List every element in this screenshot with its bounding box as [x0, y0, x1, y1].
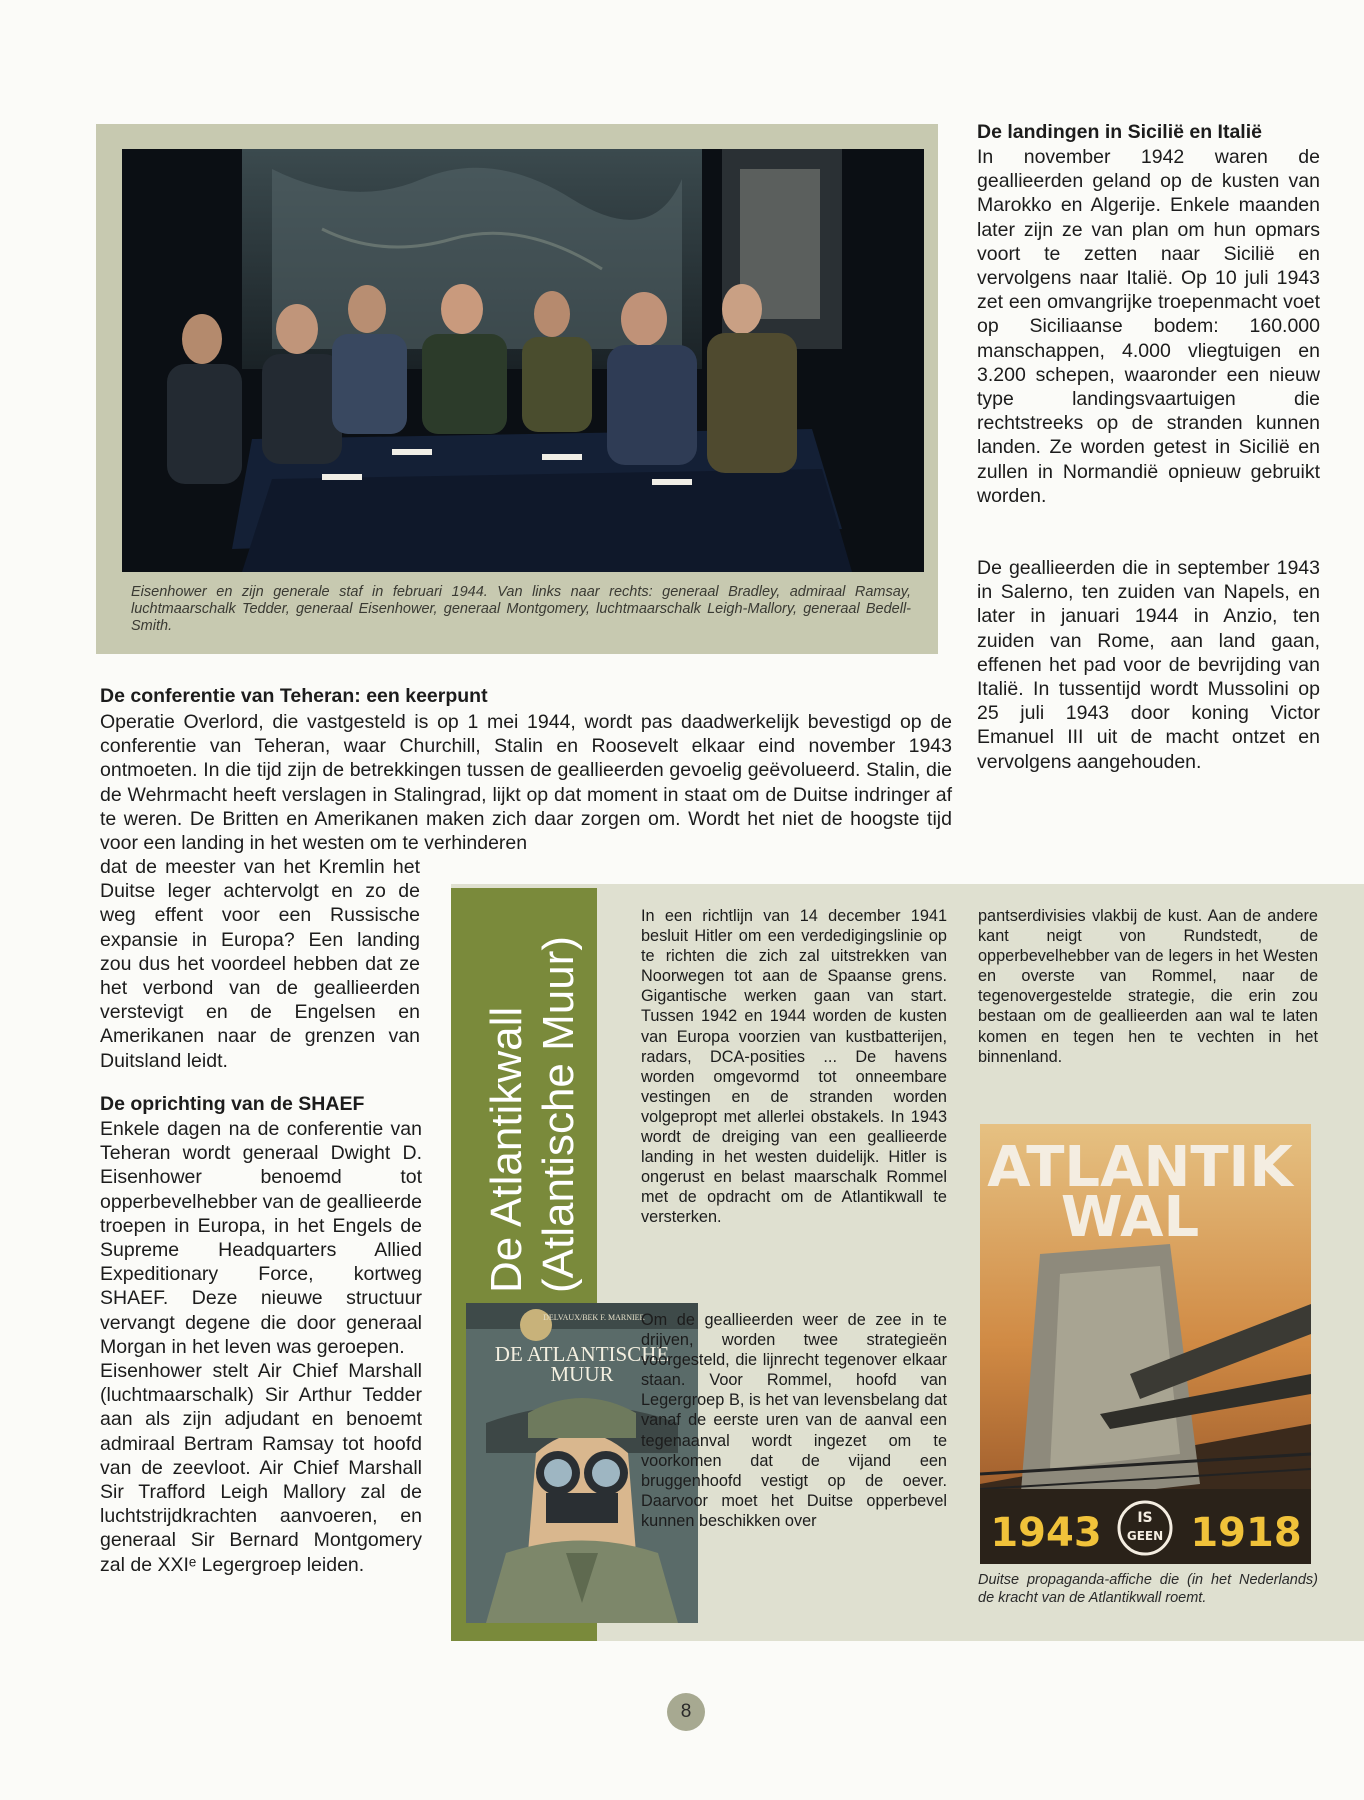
poster-title-line1: ATLANTIK [987, 1135, 1293, 1200]
comic-title-line1: DE ATLANTISCHE [494, 1342, 670, 1366]
atlantikwall-panel [451, 884, 1364, 1641]
atlantikwall-column-1: In een richtlijn van 14 december 1941 besluit Hitler om een verdedigingslinie op te richten die zich zal uitstrekken van Noorwegen tot aan de Spaanse grens. Gigantische werken gaan van start. Tussen 1942 en 1944 worden de kusten van Europa voorzien van kustbatterijen, radars, DCA-posities ... De havens worden omgevormd tot onneembare vestingen en de stranden worden volgepropt met allerlei obstakels. In 1943 wordt de dreiging van een geallieerde landing in het westen duidelijk. Hitler is ongerust en belast maarschalk Rommel met de opdracht om de Atlantikwall te versterken. [641, 907, 947, 1227]
sicily-section [977, 120, 1320, 508]
poster-year-1943: 1943 [990, 1510, 1102, 1556]
atlantikwall-title [451, 888, 597, 1308]
sicily-heading: De landingen in Sicilië en Italië [977, 121, 1262, 143]
propaganda-poster-image [980, 1124, 1311, 1564]
teheran-paragraph-wide: Operatie Overlord, die vastgesteld is op 1 mei 1944, wordt pas daadwerkelijk bevestigd op de conferentie van Teheran, waar Churchill, Stalin en Roosevelt elkaar eind november 1943 ontmoeten. In die tijd zijn de betrekkingen tussen de geallieerden gevoelig geëvolueerd. Stalin, die de Wehrmacht heeft verslagen in Stalingrad, lijkt op dat moment in staat om de Duitse indringer af te weren. De Britten en Amerikanen maken zich daar zorgen om. Wordt het niet de hoogste tijd voor een landing in het westen om te verhinderen [100, 711, 952, 855]
shaef-heading: De oprichting van de SHAEF [100, 1093, 365, 1115]
sicily-paragraph: In november 1942 waren de geallieerden geland op de kusten van Marokko en Algerije. Enkele maanden later zijn ze van plan om hun opmars voort te zetten naar Sicilië en vervolgens naar Italië. Op 10 juli 1943 zet een omvangrijke troepenmacht voet op Siciliaanse bodem: 160.000 manschappen, 4.000 vliegtuigen en 3.200 schepen, waaronder een nieuw type landingsvaartuigen die rechtstreeks op de stranden kunnen landen. Ze worden getest in Sicilië en zullen in Normandië opnieuw gebruikt worden. [977, 146, 1320, 507]
comic-title-line2: MUUR [550, 1362, 614, 1386]
shaef-paragraph-2: Eisenhower stelt Air Chief Marshall (luchtmaarschalk) Sir Arthur Tedder aan als zijn adjudant en benoemt admiraal Bertram Ramsay tot hoofd van de zeevloot. Air Chief Marshall Sir Trafford Leigh Mallory zal de luchtstrijdkrachten aanvoeren, en generaal Sir Bernard Montgomery zal de XXIᵉ Legergroep leiden. [100, 1360, 422, 1576]
atlantikwall-column-3: pantserdivisies vlakbij de kust. Aan de andere kant neigt von Rundstedt, de opperbevelhebber van de legers in het Westen en overste van Rommel, naar de tegenovergestelde strategie, die erin zou bestaan om de geallieerden aan wal te laten komen en tegen hen te vechten in het binnenland. [978, 907, 1318, 1066]
atlantikwall-title-line1: De Atlantikwall [482, 1006, 531, 1293]
shaef-paragraph-1: Enkele dagen na de conferentie van Teheran wordt generaal Dwight D. Eisenhower benoemd tot opperbevelhebber van de geallieerde troepen in Europa, in het Engels de Supreme Headquarters Allied Expeditionary Force, kortweg SHAEF. Deze nieuwe structuur vervangt degene die door generaal Morgan in het leven was geroepen. [100, 1118, 422, 1358]
photo-caption: Eisenhower en zijn generale staf in februari 1944. Van links naar rechts: generaal Bradley, admiraal Ramsay, luchtmaarschalk Tedder, generaal Eisenhower, generaal Montgomery, luchtmaarschalk Leigh-Mallory, generaal Bedell-Smith. [131, 584, 911, 634]
italy-paragraph: De geallieerden die in september 1943 in Salerno, ten zuiden van Napels, en later in januari 1944 in Anzio, ten zuiden van Rome, aan land gaan, effenen het pad voor de bevrijding van Italië. In tussentijd wordt Mussolini op 25 juli 1943 door koning Victor Emanuel III uit de macht ontzet en vervolgens aangehouden. [977, 557, 1320, 773]
staff-photo-image [122, 149, 924, 572]
photo-block [96, 124, 938, 654]
page-number: 8 [680, 1701, 692, 1722]
comic-authors: DELVAUX/BEK F. MARNIER [543, 1313, 645, 1322]
shaef-section [100, 1117, 422, 1577]
atlantikwall-title-line2: (Atlantische Muur) [534, 935, 583, 1293]
poster-year-1918: 1918 [1190, 1510, 1302, 1556]
teheran-heading: De conferentie van Teheran: een keerpunt [100, 685, 488, 707]
page-number-badge [667, 1693, 705, 1731]
atlantikwall-column-2: Om de geallieerden weer de zee in te drijven, worden twee strategieën voorgesteld, die lijnrecht tegenover elkaar staan. Voor Rommel, hoofd van Legergroep B, is het van levensbelang dat vanaf de eerste uren van de aanval een tegenaanval wordt ingezet om te voorkomen dat de vijand een bruggenhoofd vestigt op de oever. Daarvoor moet het Duitse opperbevel kunnen beschikken over [641, 1311, 947, 1530]
poster-geen: GEEN [1126, 1529, 1164, 1543]
teheran-paragraph-narrow: dat de meester van het Kremlin het Duitse leger achtervolgt en zo de weg effent voor een Russische expansie in Europa? Een landing zou dus het voordeel hebben dat ze het verbond van de geallieerden verstevigt en de Engelsen en Amerikanen naar de grenzen van Duitsland leidt. [100, 856, 420, 1072]
poster-title-line2: WAL [1060, 1185, 1200, 1250]
poster-is: IS [1137, 1510, 1153, 1526]
italy-section [977, 556, 1320, 774]
propaganda-poster [980, 1124, 1311, 1564]
staff-photo [122, 149, 924, 572]
poster-caption: Duitse propaganda-affiche die (in het Nederlands) de kracht van de Atlantikwall roemt. [978, 1572, 1318, 1606]
